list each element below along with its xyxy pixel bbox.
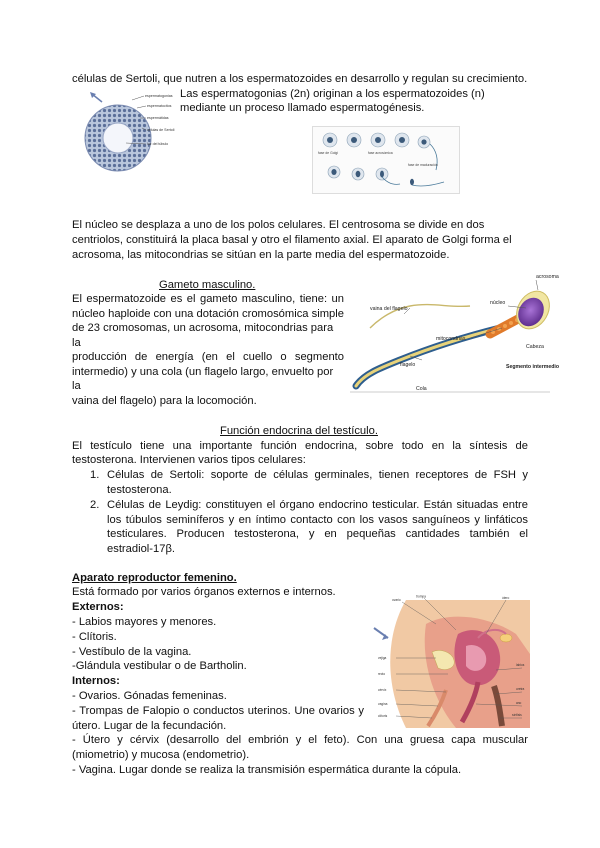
- femenino-intro: Está formado por varios órganos externos e internos.: [72, 586, 336, 598]
- spermio-label: fase acrosómica: [368, 151, 393, 155]
- item-line: los túbulos seminíferos y en íntimo contacto con los vasos sanguíneos y linfáticos: [107, 513, 528, 526]
- sperm-label-cola: Cola: [416, 386, 427, 392]
- externos-item: -Glándula vestibular o de Bartholin.: [72, 660, 247, 672]
- anatomy-label: uretra: [516, 687, 525, 691]
- endocrina-item-1: [90, 468, 528, 497]
- anatomy-label: ano: [516, 701, 522, 705]
- nucleus-line-2: centriolos, constituirá la placa basal y otro el filamento axial. El aparato de Golgi forma el: [72, 234, 512, 246]
- spermio-label: fase de Golgi: [318, 151, 338, 155]
- sperm-label-cabeza: Cabeza: [526, 344, 544, 350]
- gameto-line: de 23 cromosomas, un acrosoma, mitocondrias para la: [72, 322, 334, 349]
- internos-item: - Ovarios. Gónadas femeninas.: [72, 690, 227, 702]
- anatomy-label: sínfisis: [512, 713, 522, 717]
- item-number: 2.: [90, 499, 100, 511]
- sperm-label-segmento: Segmento intermedio: [506, 364, 560, 370]
- tubule-label: espermátidas: [147, 116, 169, 120]
- internos-title: Internos:: [72, 675, 120, 687]
- anatomy-label: clítoris: [378, 714, 388, 718]
- femenino-title: Aparato reproductor femenino.: [72, 572, 237, 584]
- intro-line-2: Las espermatogonias (2n) originan a los espermatozoides (n): [180, 88, 485, 100]
- sperm-label-flagelo: flagelo: [400, 362, 416, 368]
- externos-item: - Labios mayores y menores.: [72, 616, 217, 628]
- externos-title: Externos:: [72, 601, 124, 613]
- externos-item: - Vestíbulo de la vagina.: [72, 646, 192, 658]
- item-line: testiculares. Producen testosterona, y en pequeñas cantidades también el: [107, 528, 528, 540]
- item-line: Células de Leydig: constituyen el órgano endocrino testicular. Están situadas entre: [107, 499, 528, 511]
- internos-item: - Trompas de Falopio o conductos uterinos. Une ovarios y: [72, 705, 364, 717]
- sperm-label-nucleo: núcleo: [490, 300, 506, 306]
- anatomy-label: cérvix: [378, 688, 387, 692]
- gameto-line: El espermatozoide es el gameto masculino, tiene: un: [72, 293, 344, 305]
- tubule-label: células de Sertoli: [147, 128, 175, 132]
- spermatozoon-figure: [350, 268, 560, 396]
- item-line: testosterona.: [107, 483, 172, 496]
- anatomy-label: ovario: [392, 598, 401, 602]
- gameto-paragraph: [72, 292, 344, 408]
- anatomy-label: labios: [516, 663, 525, 667]
- sperm-label-vaina: vaina del flagelo: [370, 306, 408, 312]
- anatomy-label: vagina: [378, 702, 388, 706]
- endocrina-line-2: testosterona. Intervienen varios tipos celulares:: [72, 454, 306, 466]
- intro-line-1: células de Sertoli, que nutren a los espermatozoides en desarrollo y regulan su crecimiento.: [72, 73, 528, 85]
- anatomy-label: recto: [378, 672, 386, 676]
- internos-item: - Vagina. Lugar donde se realiza la transmisión espermática durante la cópula.: [72, 764, 462, 776]
- female-anatomy-figure: [366, 594, 530, 728]
- nucleus-line-3: acrosoma, las mitocondrias se sitúan en la parte media del espermatozoide.: [72, 249, 450, 261]
- item-line: Células de Sertoli: soporte de células germinales, tienen receptores de FSH y: [107, 469, 528, 481]
- anatomy-label: trompa: [416, 594, 426, 599]
- tubule-label: luz del túbulo: [147, 142, 169, 146]
- item-number: 1.: [90, 469, 100, 481]
- item-line: estradiol-17β.: [107, 542, 175, 555]
- anatomy-label: útero: [502, 596, 510, 600]
- internos-item: útero. Lugar de la fecundación.: [72, 720, 227, 732]
- gameto-line: vaina del flagelo) para la locomoción.: [72, 394, 257, 407]
- spermio-label: fase de maduración: [408, 163, 438, 167]
- intro-line-3: mediante un proceso llamado espermatogénesis.: [180, 102, 425, 114]
- seminiferous-tubule-figure: [82, 88, 178, 176]
- gameto-line: producción de energía (en el cuello o segmento: [72, 351, 344, 363]
- internos-item: (miometrio) y mucosa (endometrio).: [72, 749, 250, 761]
- nucleus-line-1: El núcleo se desplaza a uno de los polos celulares. El centrosoma se divide en dos: [72, 219, 485, 231]
- gameto-line: núcleo haploide con una dotación cromosómica simple: [72, 307, 344, 320]
- tubule-label: espermatocitos: [147, 104, 172, 108]
- tubule-label: espermatogonias: [145, 94, 173, 98]
- gameto-line: intermedio) y una cola (un flagelo largo, envuelto por la: [72, 365, 334, 392]
- sperm-label-acrosoma: acrosoma: [536, 274, 559, 280]
- internos-item: - Útero y cérvix (desarrollo del embrión y el feto). Con una gruesa capa muscular: [72, 734, 528, 746]
- externos-item: - Clítoris.: [72, 631, 117, 643]
- endocrina-title: Función endocrina del testículo.: [220, 425, 378, 437]
- anatomy-label: vejiga: [378, 656, 387, 660]
- sperm-label-mitocondrias: mitocondrias: [436, 336, 466, 342]
- spermiogenesis-figure: [312, 126, 460, 194]
- endocrina-line-1: El testículo tiene una importante función endocrina, sobre todo en la síntesis de: [72, 440, 528, 452]
- endocrina-item-2: [90, 498, 528, 556]
- gameto-title: Gameto masculino.: [159, 279, 256, 291]
